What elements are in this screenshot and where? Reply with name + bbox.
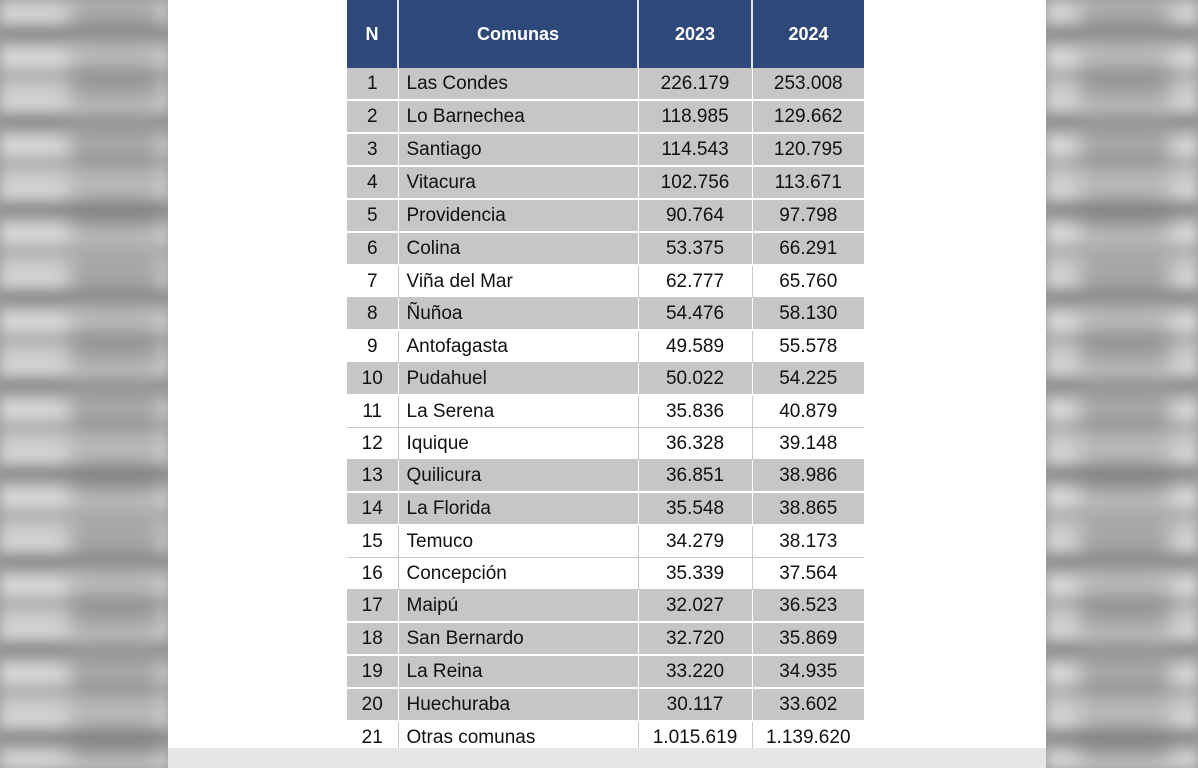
row-comuna: Huechuraba [398,688,638,721]
row-value-2024: 40.879 [752,395,864,428]
row-value-2024: 113.671 [752,166,864,199]
row-value-2023: 35.548 [638,492,752,525]
table-body [347,68,864,748]
row-number: 19 [347,655,398,688]
table-row [347,460,864,493]
row-number: 2 [347,100,398,133]
row-value-2023: 34.279 [638,525,752,558]
table-row [347,100,864,133]
row-number: 10 [347,363,398,396]
row-comuna: Pudahuel [398,363,638,396]
row-value-2023: 36.851 [638,460,752,493]
header-comunas: Comunas [398,0,638,68]
row-comuna: Antofagasta [398,330,638,363]
row-number: 3 [347,133,398,166]
table-row [347,428,864,460]
row-comuna: La Reina [398,655,638,688]
row-value-2023: 90.764 [638,199,752,232]
row-number: 14 [347,492,398,525]
header-2023: 2023 [638,0,752,68]
row-value-2024: 97.798 [752,199,864,232]
row-value-2023: 32.027 [638,590,752,623]
row-comuna: Colina [398,232,638,265]
row-value-2024: 35.869 [752,622,864,655]
header-n: N [347,0,398,68]
row-value-2024: 1.139.620 [752,721,864,748]
row-value-2023: 49.589 [638,330,752,363]
comunas-table [347,0,864,748]
blurred-background-left-detail [70,0,160,768]
row-value-2024: 55.578 [752,330,864,363]
row-value-2024: 37.564 [752,558,864,590]
row-comuna: Providencia [398,199,638,232]
row-value-2023: 102.756 [638,166,752,199]
table-row [347,395,864,428]
row-comuna: Las Condes [398,68,638,100]
row-comuna: Temuco [398,525,638,558]
row-value-2024: 36.523 [752,590,864,623]
table-row [347,525,864,558]
row-value-2023: 30.117 [638,688,752,721]
row-value-2023: 50.022 [638,363,752,396]
row-number: 6 [347,232,398,265]
row-number: 7 [347,265,398,298]
row-number: 18 [347,622,398,655]
table-row [347,622,864,655]
row-value-2023: 114.543 [638,133,752,166]
row-value-2023: 62.777 [638,265,752,298]
row-number: 21 [347,721,398,748]
header-2024: 2024 [752,0,864,68]
table-row [347,655,864,688]
row-value-2023: 54.476 [638,298,752,331]
table-row [347,298,864,331]
page-bottom-edge [168,748,1046,768]
table-row [347,133,864,166]
row-value-2023: 226.179 [638,68,752,100]
row-number: 12 [347,428,398,460]
row-value-2024: 39.148 [752,428,864,460]
table-row [347,492,864,525]
row-value-2024: 38.173 [752,525,864,558]
row-number: 11 [347,395,398,428]
row-value-2024: 66.291 [752,232,864,265]
row-number: 1 [347,68,398,100]
row-value-2023: 118.985 [638,100,752,133]
row-value-2024: 38.865 [752,492,864,525]
row-number: 9 [347,330,398,363]
row-comuna: Maipú [398,590,638,623]
row-comuna: Concepción [398,558,638,590]
row-number: 20 [347,688,398,721]
row-value-2024: 58.130 [752,298,864,331]
table-row [347,166,864,199]
row-value-2024: 54.225 [752,363,864,396]
row-number: 5 [347,199,398,232]
row-comuna: Otras comunas [398,721,638,748]
row-number: 17 [347,590,398,623]
row-comuna: La Serena [398,395,638,428]
row-comuna: Lo Barnechea [398,100,638,133]
row-value-2023: 1.015.619 [638,721,752,748]
row-number: 4 [347,166,398,199]
table-row [347,68,864,100]
table-row [347,199,864,232]
table-row [347,232,864,265]
row-number: 13 [347,460,398,493]
row-comuna: La Florida [398,492,638,525]
row-comuna: Ñuñoa [398,298,638,331]
row-value-2024: 129.662 [752,100,864,133]
table-row [347,363,864,396]
row-value-2024: 253.008 [752,68,864,100]
row-comuna: Vitacura [398,166,638,199]
document-page [168,0,1046,748]
row-comuna: Santiago [398,133,638,166]
row-comuna: Quilicura [398,460,638,493]
blurred-background-right-detail [1080,0,1170,768]
row-value-2024: 34.935 [752,655,864,688]
table-row [347,721,864,748]
row-value-2023: 35.339 [638,558,752,590]
table-row [347,590,864,623]
row-value-2023: 36.328 [638,428,752,460]
row-number: 8 [347,298,398,331]
row-value-2023: 53.375 [638,232,752,265]
row-value-2024: 65.760 [752,265,864,298]
table-row [347,330,864,363]
row-value-2023: 35.836 [638,395,752,428]
row-comuna: Viña del Mar [398,265,638,298]
row-value-2023: 33.220 [638,655,752,688]
row-value-2024: 33.602 [752,688,864,721]
row-value-2024: 120.795 [752,133,864,166]
table-row [347,558,864,590]
row-comuna: San Bernardo [398,622,638,655]
row-value-2024: 38.986 [752,460,864,493]
row-comuna: Iquique [398,428,638,460]
table-row [347,265,864,298]
table-header-row [347,0,864,68]
table-row [347,688,864,721]
row-value-2023: 32.720 [638,622,752,655]
row-number: 16 [347,558,398,590]
row-number: 15 [347,525,398,558]
